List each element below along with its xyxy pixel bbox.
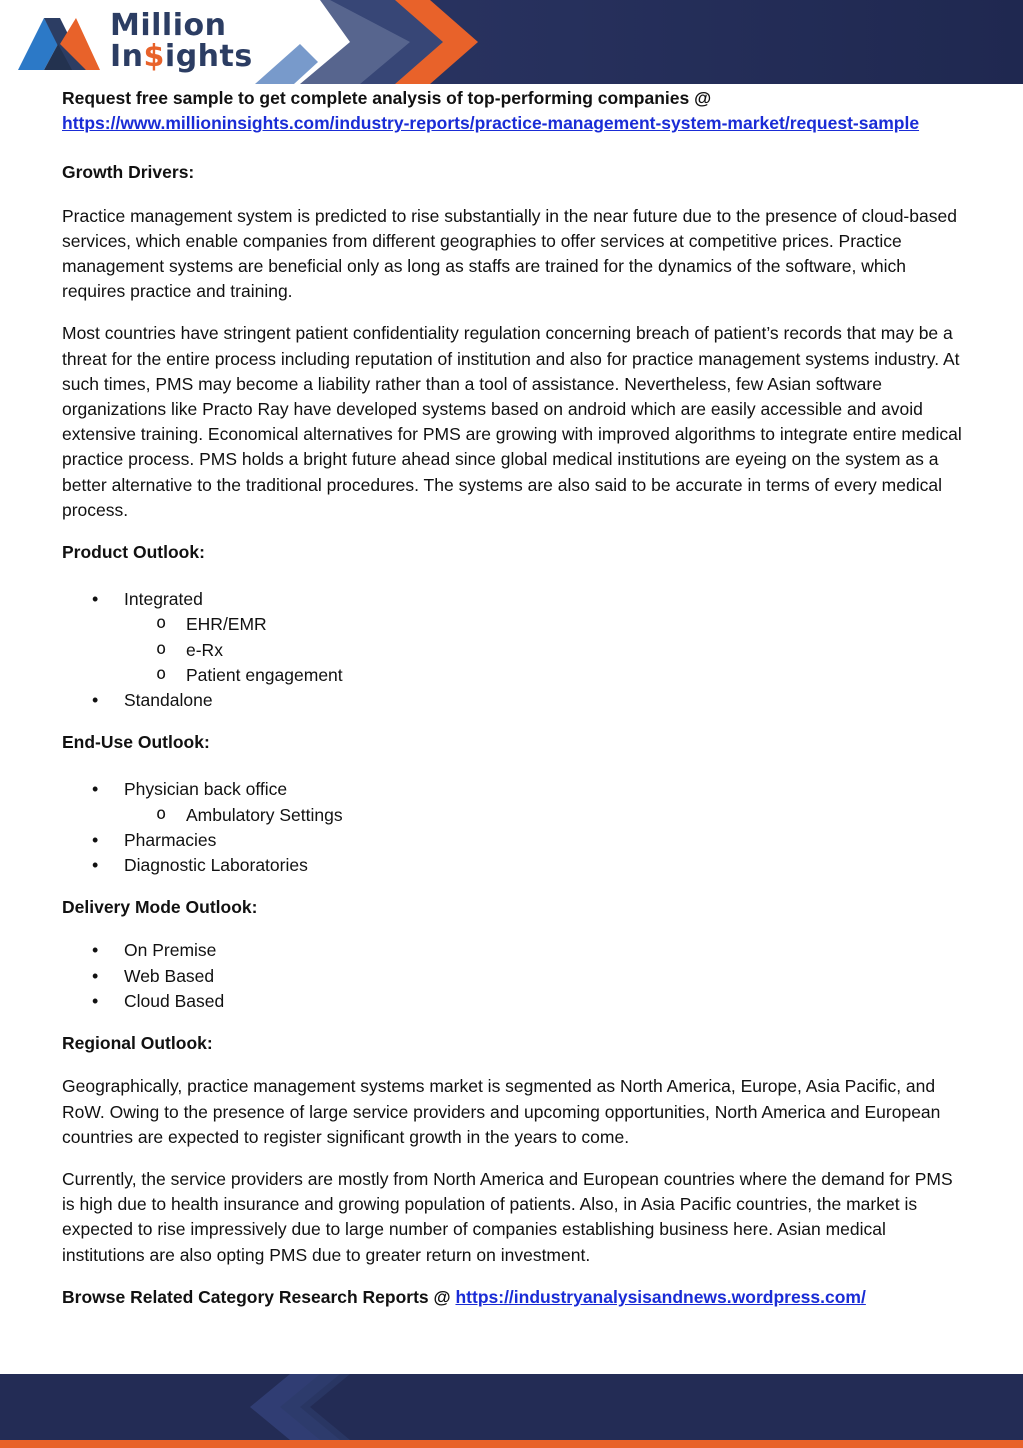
list-item: o Ambulatory Settings xyxy=(124,803,967,828)
document-body xyxy=(62,86,967,1310)
request-sample-link[interactable]: https://www.millioninsights.com/industry-reports/practice-management-system-market/request-sample xyxy=(62,113,920,134)
list-item: o Patient engagement xyxy=(124,663,967,688)
delivery-list xyxy=(62,938,967,1014)
list-item: • Diagnostic Laboratories xyxy=(62,853,967,878)
list-item: o e-Rx xyxy=(124,638,967,663)
list-item: • Integrated o EHR/EMR o e-Rx o Patient engagement xyxy=(62,587,967,688)
logo-wordmark xyxy=(110,10,253,72)
list-item: • Standalone xyxy=(62,688,967,713)
enduse-sublist xyxy=(124,803,967,828)
logo-mark-icon xyxy=(14,8,106,74)
logo-line1: Million xyxy=(110,8,227,43)
delivery-outlook-heading: Delivery Mode Outlook: xyxy=(62,897,258,918)
page-header xyxy=(0,0,1023,84)
product-sublist xyxy=(124,612,967,688)
list-item: o EHR/EMR xyxy=(124,612,967,637)
million-insights-logo xyxy=(14,6,254,76)
list-item: • Pharmacies xyxy=(62,828,967,853)
list-item: • On Premise xyxy=(62,938,967,963)
list-item: • Cloud Based xyxy=(62,989,967,1014)
regional-paragraph-2: Currently, the service providers are mostly from North America and European countries where the demand for PMS is high due to health insurance and growing population of patients. Also, in Asia Pacific countries, the market is expected to rise impressively due to large number of companies establishing business here. Asian medical institutions are also opting PMS due to greater return on investment. xyxy=(62,1168,953,1265)
regional-outlook-heading: Regional Outlook: xyxy=(62,1033,213,1054)
list-item: • Physician back office o Ambulatory Settings xyxy=(62,777,967,827)
request-sample-text: Request free sample to get complete analysis of top-performing companies @ https://www.millioninsights.com/industry-reports/practice-management-system-market/request-sample xyxy=(62,88,920,134)
growth-paragraph-2: Most countries have stringent patient confidentiality regulation concerning breach of patient’s records that may be a threat for the entire process including reputation of institution and also for practice management systems industry. At such times, PMS may become a liability rather than a tool of assistance. Nevertheless, few Asian software organizations like Practo Ray have developed systems based on android which are easily accessible and avoid extensive training. Economical alternatives for PMS are growing with improved algorithms to integrate entire medical practice process. PMS holds a bright future ahead since global medical institutions are eyeing on the system as a better alternative to the traditional procedures. The systems are also said to be accurate in terms of every medical process. xyxy=(62,323,962,520)
product-list xyxy=(62,587,967,713)
browse-related-link[interactable]: https://industryanalysisandnews.wordpress.com/ xyxy=(455,1286,866,1307)
list-item: • Web Based xyxy=(62,964,967,989)
browse-related-text: Browse Related Category Research Reports @ https://industryanalysisandnews.wordpress.com/ xyxy=(62,1286,866,1307)
footer-banner xyxy=(0,1374,1023,1448)
logo-line2: In$ights xyxy=(110,39,253,74)
page-footer xyxy=(0,1374,1023,1448)
regional-paragraph-1: Geographically, practice management systems market is segmented as North America, Europe, Asia Pacific, and RoW. Owing to the presence of large service providers and upcoming opportunities, North America and European countries are expected to register significant growth in the years to come. xyxy=(62,1076,941,1147)
product-outlook-heading: Product Outlook: xyxy=(62,542,205,563)
enduse-list xyxy=(62,777,967,878)
growth-drivers-heading: Growth Drivers: xyxy=(62,162,195,183)
growth-paragraph-1: Practice management system is predicted to rise substantially in the near future due to the presence of cloud-based services, which enable companies from different geographies to offer services at competitive prices. Practice management systems are beneficial only as long as staffs are trained for the dynamics of the software, which requires practice and training. xyxy=(62,205,957,302)
enduse-outlook-heading: End-Use Outlook: xyxy=(62,732,210,753)
